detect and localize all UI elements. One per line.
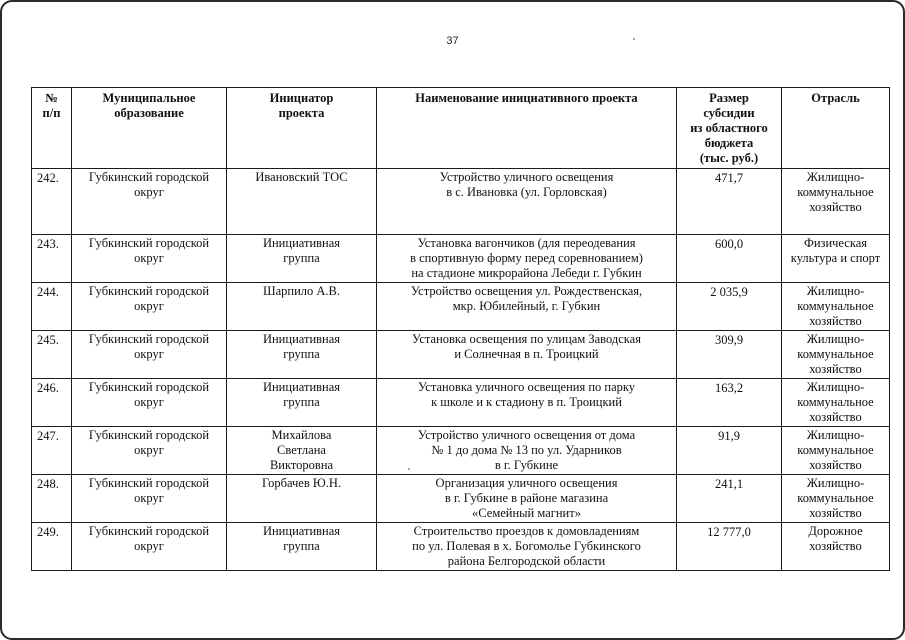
table-row [32, 283, 890, 331]
row-sector: Дорожное хозяйство [782, 523, 890, 571]
row-sector: Физическая культура и спорт [782, 235, 890, 283]
row-number: 248. [32, 475, 72, 523]
row-subsidy: 471,7 [677, 169, 782, 235]
row-subsidy: 600,0 [677, 235, 782, 283]
row-initiator: Горбачев Ю.Н. [227, 475, 377, 523]
row-subsidy: 309,9 [677, 331, 782, 379]
header-initiator: Инициатор проекта [227, 88, 377, 169]
row-number: 242. [32, 169, 72, 235]
header-num: № п/п [32, 88, 72, 169]
row-sector: Жилищно- коммунальное хозяйство [782, 283, 890, 331]
row-project: Установка вагончиков (для переодевания в спортивную форму перед соревнованием) на стадионе микрорайона Лебеди г. Губкин [377, 235, 677, 283]
table-row [32, 475, 890, 523]
row-sector: Жилищно- коммунальное хозяйство [782, 169, 890, 235]
row-subsidy: 12 777,0 [677, 523, 782, 571]
row-sector: Жилищно- коммунальное хозяйство [782, 427, 890, 475]
row-initiator: Шарпило А.В. [227, 283, 377, 331]
table-row [32, 331, 890, 379]
row-municipality: Губкинский городской округ [72, 523, 227, 571]
row-number: 247. [32, 427, 72, 475]
row-municipality: Губкинский городской округ [72, 331, 227, 379]
row-project: Организация уличного освещения в г. Губкине в районе магазина «Семейный магнит» [377, 475, 677, 523]
row-project: Строительство проездов к домовладениям по ул. Полевая в х. Богомолье Губкинского района Белгородской области [377, 523, 677, 571]
row-initiator: Инициативная группа [227, 379, 377, 427]
row-number: 245. [32, 331, 72, 379]
row-number: 249. [32, 523, 72, 571]
row-subsidy: 163,2 [677, 379, 782, 427]
row-initiator: Инициативная группа [227, 331, 377, 379]
scan-speck [633, 38, 635, 40]
row-initiator: Инициативная группа [227, 523, 377, 571]
table-row [32, 379, 890, 427]
row-subsidy: 2 035,9 [677, 283, 782, 331]
row-project: Устройство освещения ул. Рождественская, мкр. Юбилейный, г. Губкин [377, 283, 677, 331]
table-row [32, 427, 890, 475]
row-sector: Жилищно- коммунальное хозяйство [782, 331, 890, 379]
row-municipality: Губкинский городской округ [72, 475, 227, 523]
header-sector: Отрасль [782, 88, 890, 169]
row-municipality: Губкинский городской округ [72, 283, 227, 331]
row-municipality: Губкинский городской округ [72, 379, 227, 427]
table-row [32, 235, 890, 283]
table-row [32, 523, 890, 571]
row-initiator: Инициативная группа [227, 235, 377, 283]
table-header-row [32, 88, 890, 169]
row-project: Установка уличного освещения по парку к школе и к стадиону в п. Троицкий [377, 379, 677, 427]
row-municipality: Губкинский городской округ [72, 235, 227, 283]
row-sector: Жилищно- коммунальное хозяйство [782, 379, 890, 427]
table-row [32, 169, 890, 235]
row-municipality: Губкинский городской округ [72, 169, 227, 235]
row-municipality: Губкинский городской округ [72, 427, 227, 475]
row-project: Устройство уличного освещения от дома № 1 до дома № 13 по ул. Ударников в г. Губкине [377, 427, 677, 475]
row-subsidy: 91,9 [677, 427, 782, 475]
row-project: Установка освещения по улицам Заводская и Солнечная в п. Троицкий [377, 331, 677, 379]
header-subsidy: Размер субсидии из областного бюджета (тыс. руб.) [677, 88, 782, 169]
header-project: Наименование инициативного проекта [377, 88, 677, 169]
row-number: 243. [32, 235, 72, 283]
page-number: 37 [446, 35, 459, 47]
row-initiator: Михайлова Светлана Викторовна [227, 427, 377, 475]
row-subsidy: 241,1 [677, 475, 782, 523]
row-number: 244. [32, 283, 72, 331]
header-municipality: Муниципальное образование [72, 88, 227, 169]
row-initiator: Ивановский ТОС [227, 169, 377, 235]
row-sector: Жилищно- коммунальное хозяйство [782, 475, 890, 523]
projects-table [31, 87, 890, 571]
row-number: 246. [32, 379, 72, 427]
row-project: Устройство уличного освещения в с. Ивановка (ул. Горловская) [377, 169, 677, 235]
